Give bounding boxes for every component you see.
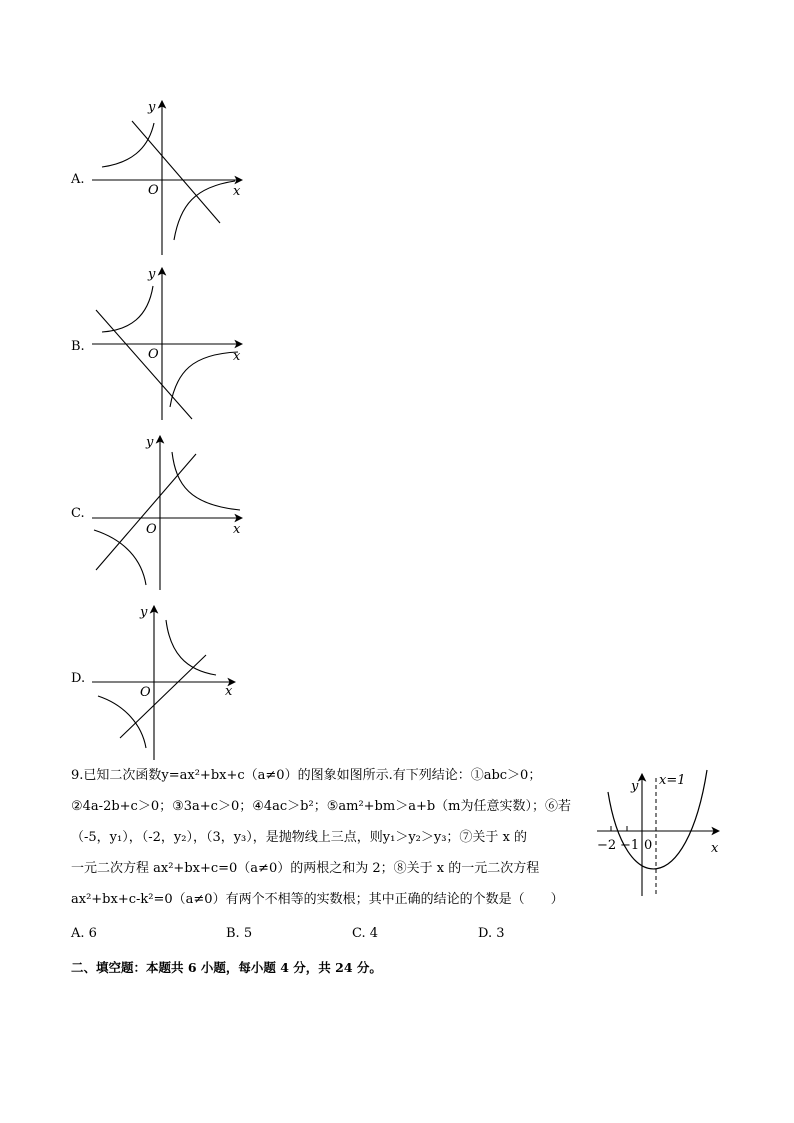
q9-line-label: x=1 (659, 773, 686, 788)
option-c-origin: O (146, 522, 157, 537)
option-d-y-label: y (140, 605, 148, 620)
section-2-heading: 二、填空题：本题共 6 小题，每小题 4 分，共 24 分。 (71, 960, 382, 975)
option-c-y-label: y (146, 435, 154, 450)
q9-tick-neg2: −2 (597, 838, 617, 853)
option-a-y-label: y (148, 100, 156, 115)
choice-c: C. 4 (352, 926, 379, 941)
question-9-line-1: 9.已知二次函数y=ax²+bx+c（a≠0）的图象如图所示.有下列结论：①abc＞0； (71, 768, 542, 783)
question-9-svg (595, 768, 725, 898)
option-a-label: A. (71, 172, 85, 187)
option-c-x-label: x (233, 522, 241, 537)
question-9-line-3: （-5，y₁），（-2，y₂），（3，y₃），是抛物线上三点，则y₁＞y₂＞y₃；⑦关于 x 的 (71, 830, 528, 845)
question-9 (71, 760, 591, 915)
choice-b: B. 5 (226, 926, 253, 941)
q9-tick-neg1: −1 (620, 838, 640, 853)
option-a-graph (90, 95, 250, 264)
option-b-y-label: y (148, 267, 156, 282)
option-b-label: B. (71, 339, 85, 354)
option-b-svg (90, 262, 250, 427)
option-c-label: C. (71, 506, 85, 521)
option-a-svg (90, 95, 250, 260)
option-d-origin: O (140, 685, 151, 700)
question-9-line-2: ②4a-2b+c＞0；③3a+c＞0；④4ac＞b²；⑤am²+bm＞a+b（m为任意实数）；⑥若 (71, 799, 571, 814)
option-d-graph (90, 600, 250, 769)
q9-y-label: y (631, 779, 639, 794)
option-c-svg (90, 430, 250, 595)
q9-tick-0: 0 (644, 838, 653, 853)
option-a-x-label: x (233, 184, 241, 199)
option-b-origin: O (148, 347, 159, 362)
q9-x-label: x (711, 841, 719, 856)
choice-d: D. 3 (478, 926, 505, 941)
option-b-x-label: x (233, 349, 241, 364)
question-9-line-5: ax²+bx+c-k²=0（a≠0）有两个不相等的实数根；其中正确的结论的个数是（ ） (71, 892, 564, 907)
option-a-origin: O (148, 183, 159, 198)
choice-a: A. 6 (71, 926, 97, 941)
option-c-graph (90, 430, 250, 599)
option-d-label: D. (71, 671, 86, 686)
question-9-line-4: 一元二次方程 ax²+bx+c=0（a≠0）的两根之和为 2；⑧关于 x 的一元二次方程 (71, 861, 540, 876)
option-b-graph (90, 262, 250, 431)
question-9-figure (595, 768, 725, 902)
option-d-x-label: x (225, 684, 233, 699)
option-d-svg (90, 600, 250, 765)
